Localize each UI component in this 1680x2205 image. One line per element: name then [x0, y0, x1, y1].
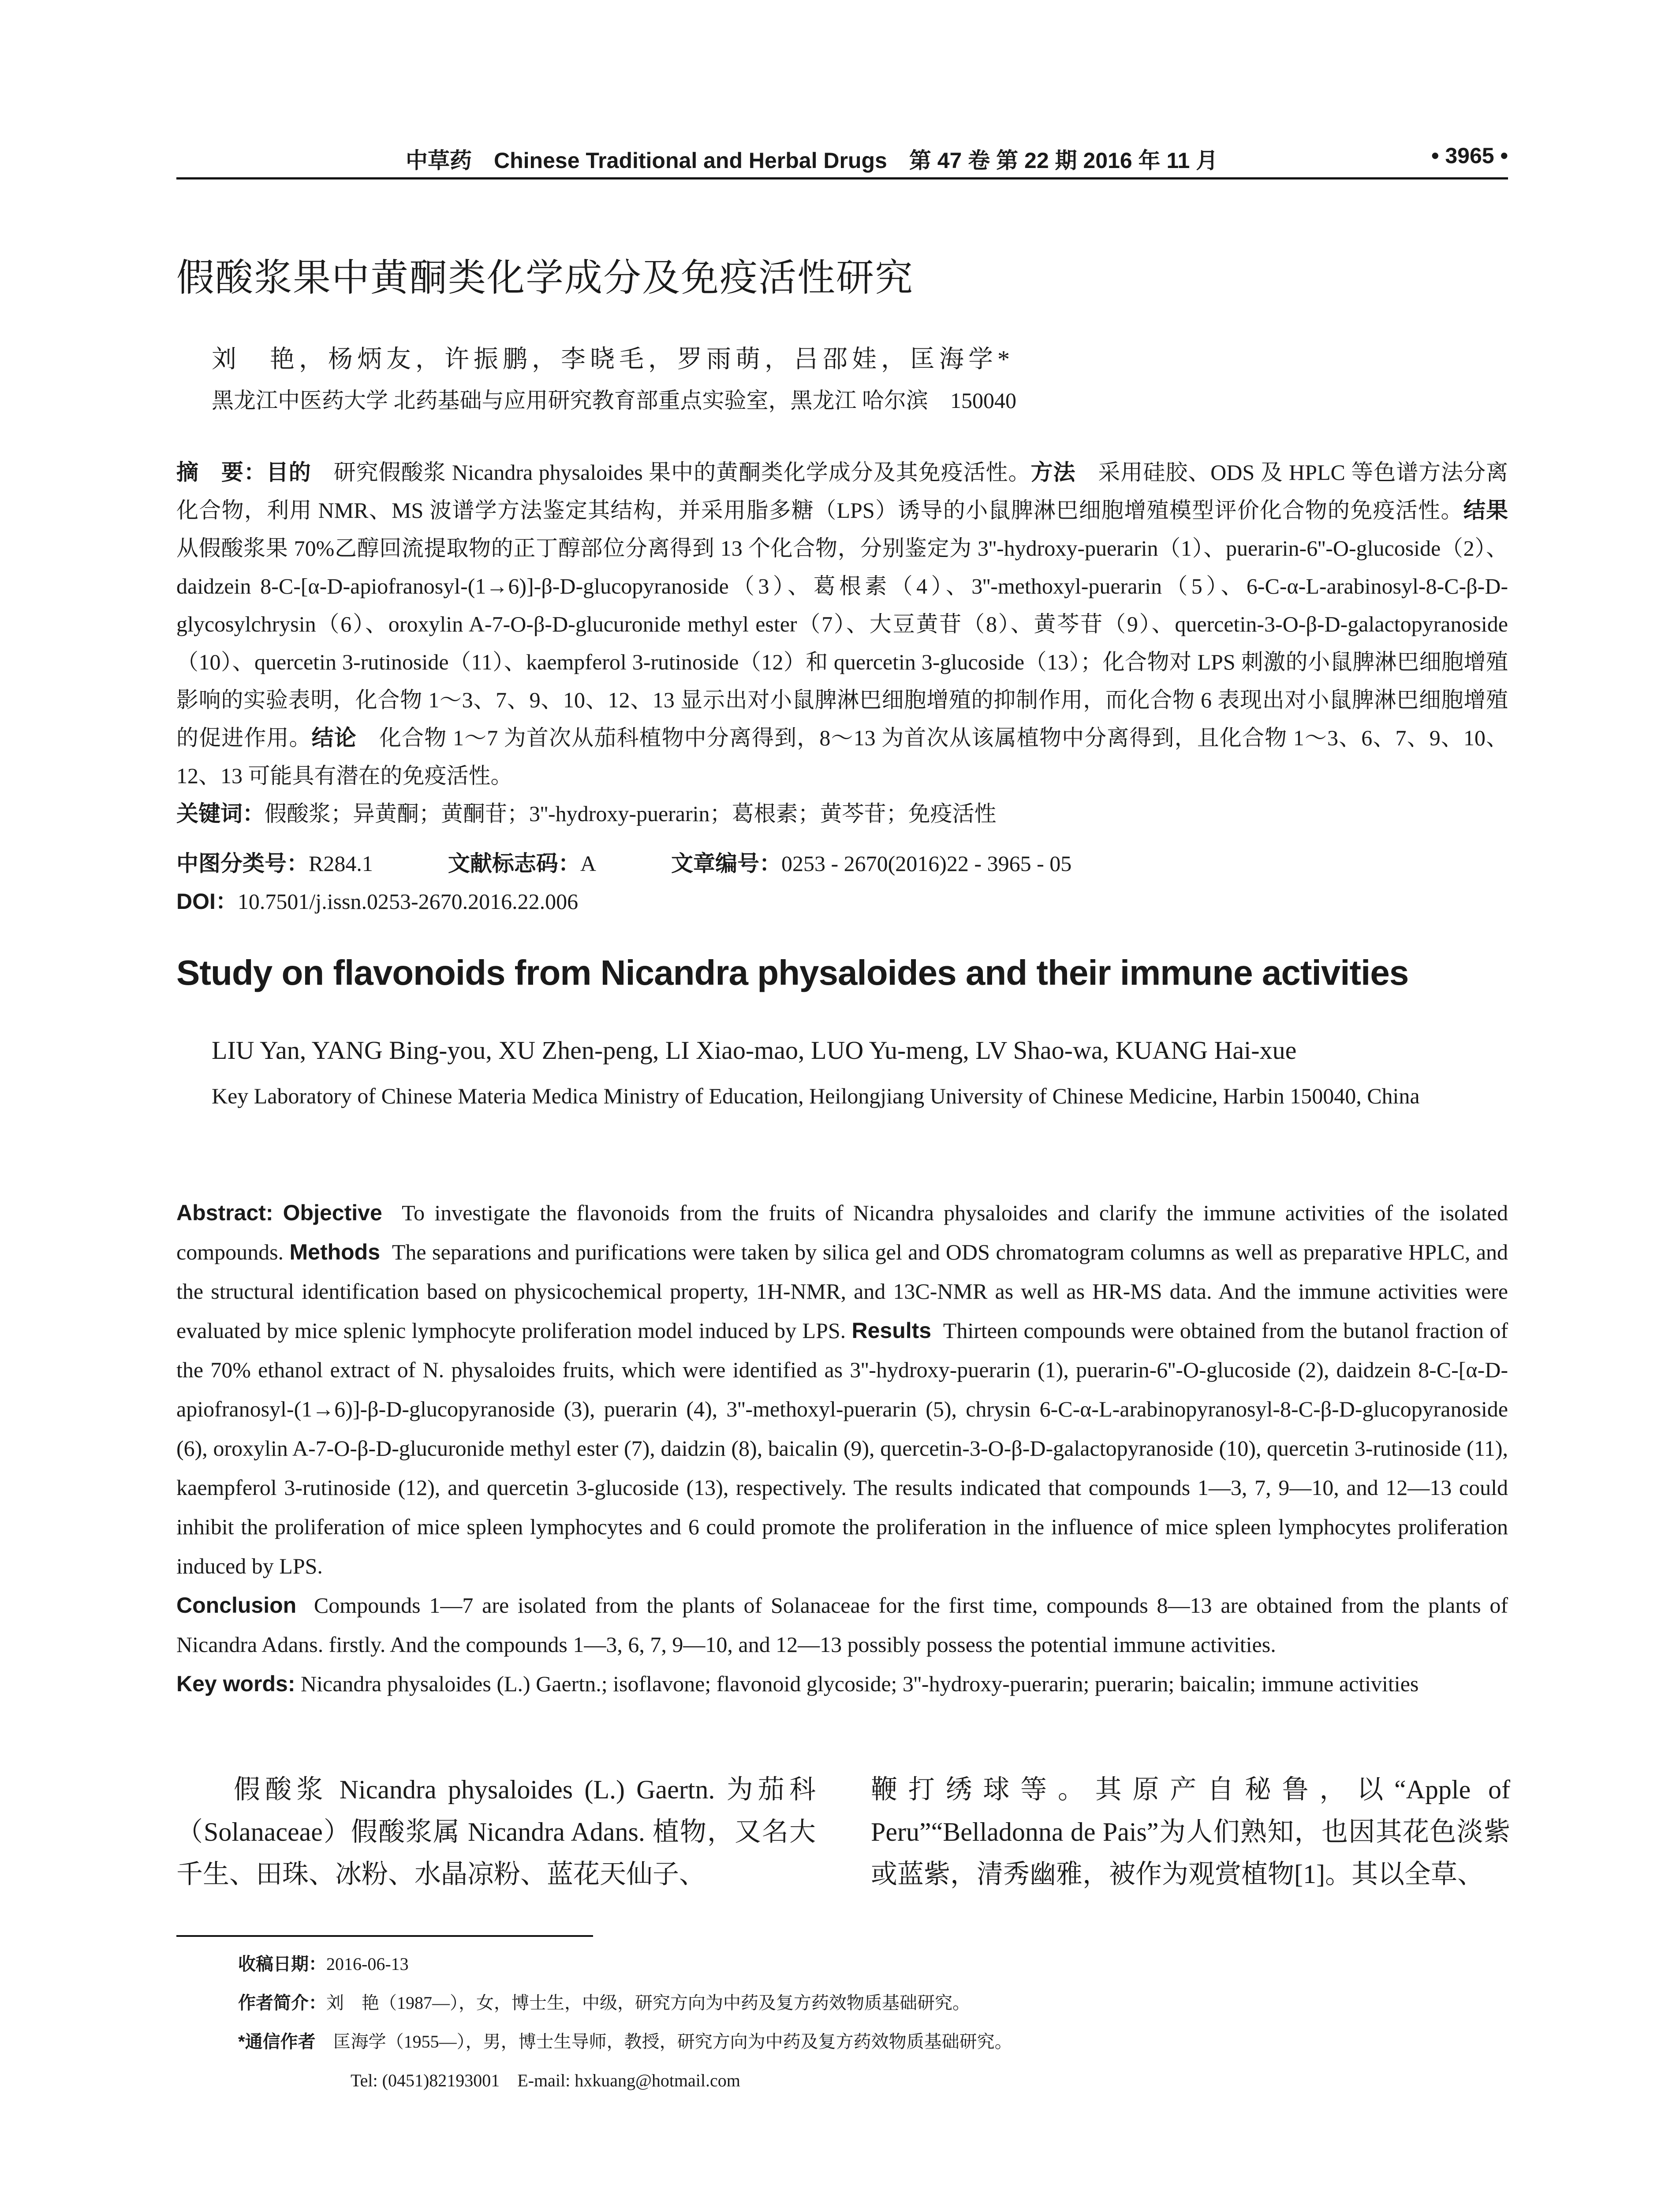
doi-label: DOI：: [176, 889, 238, 914]
english-affiliation: Key Laboratory of Chinese Materia Medica Ministry of Education, Heilongjiang University of Chinese Medicine, Harbin 150040, China: [212, 1084, 1420, 1108]
body-column-right: 鞭打绣球等。其原产自秘鲁，以“Apple of Peru”“Belladonna de Pais”为人们熟知，也因其花色淡紫或蓝紫，清秀幽雅，被作为观赏植物[1]。其以全草、: [871, 1775, 1510, 1889]
en-abstract-label: Abstract:: [176, 1200, 273, 1225]
en-results-label: Results: [851, 1318, 932, 1343]
en-objective-label: Objective: [283, 1200, 382, 1225]
conclusion-text: 化合物 1～7 为首次从茄科植物中分离得到，8～13 为首次从该属植物中分离得到，且化合物 1～3、6、7、9、10、12、13 可能具有潜在的免疫活性。: [176, 725, 1508, 788]
en-objective-text: To investigate the flavonoids from the fruits of Nicandra physaloides and clarify the immune activities of the isolated compounds.: [176, 1200, 1508, 1264]
result-label: 结果: [1463, 498, 1508, 523]
chinese-abstract: [176, 453, 1508, 833]
english-abstract: [176, 1193, 1508, 1704]
doi-line: [176, 884, 1508, 916]
author-bio-label: 作者简介：: [238, 1993, 326, 2013]
doc-code-value: A: [580, 851, 596, 876]
chinese-title: 假酸浆果中黄酮类化学成分及免疫活性研究: [176, 257, 914, 299]
keywords-text: 假酸浆；异黄酮；黄酮苷；3''-hydroxy-puerarin；葛根素；黄芩苷；免疫活性: [265, 801, 997, 826]
en-keywords-label: Key words:: [176, 1671, 295, 1696]
running-header: [176, 140, 1508, 179]
body-column-left: 假酸浆 Nicandra physaloides (L.) Gaertn. 为茄科（Solanaceae）假酸浆属 Nicandra Adans. 植物，又名大千生、田珠、冰粉、水晶凉粉、蓝花天仙子、: [176, 1775, 816, 1889]
journal-info: 中草药 Chinese Traditional and Herbal Drugs 第 47 卷 第 22 期 2016 年 11 月: [406, 148, 1218, 173]
cls-label: 中图分类号：: [176, 851, 309, 876]
method-text: 采用硅胶、ODS 及 HPLC 等色谱方法分离化合物，利用 NMR、MS 波谱学方法鉴定其结构，并采用脂多糖（LPS）诱导的小鼠脾淋巴细胞增殖模型评价化合物的免疫活性。: [176, 460, 1508, 523]
article-no-value: 0253 - 2670(2016)22 - 3965 - 05: [781, 851, 1072, 876]
en-results-text: Thirteen compounds were obtained from the butanol fraction of the 70% ethanol extract of N. physaloides fruits, which were identified as 3''-hydroxy-puerarin (1), puerarin-6''-O-glucoside (2), daidzein 8-C-[α-D-apiofranosyl-(1→6)]-β-D-glucopyranoside (3), puerarin (4), 3''-methoxyl-puerarin (5), chrysin 6-C-α-L-arabinopyranosyl-8-C-β-D-glucopyranoside (6), oroxylin A-7-O-β-D-glucuronide methyl ester (7), daidzin (8), baicalin (9), quercetin-3-O-β-D-galactopyranoside (10), quercetin 3-rutinoside (11), kaempferol 3-rutinoside (12), and quercetin 3-glucoside (13), respectively. The results indicated that compounds 1—3, 7, 9—10, and 12—13 could inhibit the proliferation of mice spleen lymphocytes and 6 could promote the proliferation in the influence of mice spleen lymphocytes proliferation induced by LPS.: [176, 1318, 1508, 1578]
cls-value: R284.1: [309, 851, 373, 876]
article-no-label: 文章编号：: [671, 851, 781, 876]
abstract-label: 摘 要：: [176, 460, 266, 485]
english-title: Study on flavonoids from Nicandra physaloides and their immune activities: [176, 953, 1409, 992]
method-label: 方法: [1030, 460, 1076, 485]
received-date: 2016-06-13: [326, 1954, 409, 1974]
objective-text: 研究假酸浆 Nicandra physaloides 果中的黄酮类化学成分及其免疫活性。: [333, 460, 1031, 485]
doc-code-label: 文献标志码：: [448, 851, 580, 876]
chinese-affiliation: 黑龙江中医药大学 北药基础与应用研究教育部重点实验室，黑龙江 哈尔滨 150040: [212, 388, 1016, 413]
en-methods-text: The separations and purifications were taken by silica gel and ODS chromatogram columns as well as preparative HPLC, and the structural identification based on physicochemical property, 1H-NMR, and 13C-NMR as well as HR-MS data. And the immune activities were evaluated by mice splenic lymphocyte proliferation model induced by LPS.: [176, 1240, 1508, 1343]
footnote-rule: [176, 1935, 593, 1937]
result-text: 从假酸浆果 70%乙醇回流提取物的正丁醇部位分离得到 13 个化合物，分别鉴定为 3''-hydroxy-puerarin（1）、puerarin-6''-O-glucoside（2）、daidzein 8-C-[α-D-apiofranosyl-(1→6)]-β-D-glucopyranoside（3）、葛根素（4）、3''-methoxyl-puerarin（5）、6-C-α-L-arabinosyl-8-C-β-D-glycosylchrysin（6）、oroxylin A-7-O-β-D-glucuronide methyl ester（7）、大豆黄苷（8）、黄芩苷（9）、quercetin-3-O-β-D-galactopyranoside（10）、quercetin 3-rutinoside（11）、kaempferol 3-rutinoside（12）和 quercetin 3-glucoside（13）；化合物对 LPS 刺激的小鼠脾淋巴细胞增殖影响的实验表明，化合物 1～3、7、9、10、12、13 显示出对小鼠脾淋巴细胞增殖的抑制作用，而化合物 6 表现出对小鼠脾淋巴细胞增殖的促进作用。: [176, 536, 1508, 750]
english-authors: LIU Yan, YANG Bing-you, XU Zhen-peng, LI Xiao-mao, LUO Yu-meng, LV Shao-wa, KUANG Hai-xue: [212, 1036, 1297, 1065]
footnote-received: [238, 1945, 1508, 1984]
footnote-contact: Tel: (0451)82193001 E-mail: hxkuang@hotmail.com: [351, 2070, 740, 2090]
en-conclusion-label: Conclusion: [176, 1593, 297, 1618]
en-keywords-text: Nicandra physaloides (L.) Gaertn.; isoflavone; flavonoid glycoside; 3''-hydroxy-puerarin; puerarin; baicalin; immune activities: [301, 1671, 1419, 1696]
corresponding-bio: 匡海学（1955—），男，博士生导师，教授，研究方向为中药及复方药效物质基础研究。: [333, 2032, 1012, 2052]
corresponding-label: *通信作者: [238, 2032, 316, 2052]
header-rule: [176, 177, 1508, 179]
author-bio: 刘 艳（1987—），女，博士生，中级，研究方向为中药及复方药效物质基础研究。: [326, 1993, 970, 2013]
en-methods-label: Methods: [289, 1240, 381, 1264]
conclusion-label: 结论: [311, 725, 357, 750]
doi-link[interactable]: 10.7501/j.issn.0253-2670.2016.22.006: [237, 889, 579, 914]
classification-line: [176, 846, 1508, 878]
footnote-corresponding: [238, 2022, 1508, 2061]
footnote-author: [238, 1984, 1508, 2022]
page-number: • 3965 •: [1431, 143, 1508, 168]
chinese-authors: 刘 艳，杨炳友，许振鹏，李晓毛，罗雨萌，吕邵娃，匡海学*: [212, 346, 1014, 373]
keywords-label: 关键词：: [176, 801, 265, 826]
en-conclusion-text: Compounds 1—7 are isolated from the plants of Solanaceae for the first time, compounds 8—13 are obtained from the plants of Nicandra Adans. firstly. And the compounds 1—3, 6, 7, 9—10, and 12—13 possibly possess the potential immune activities.: [176, 1593, 1508, 1657]
objective-label: 目的: [266, 460, 311, 485]
footnotes: [238, 1945, 1508, 2100]
received-label: 收稿日期：: [238, 1955, 326, 1974]
